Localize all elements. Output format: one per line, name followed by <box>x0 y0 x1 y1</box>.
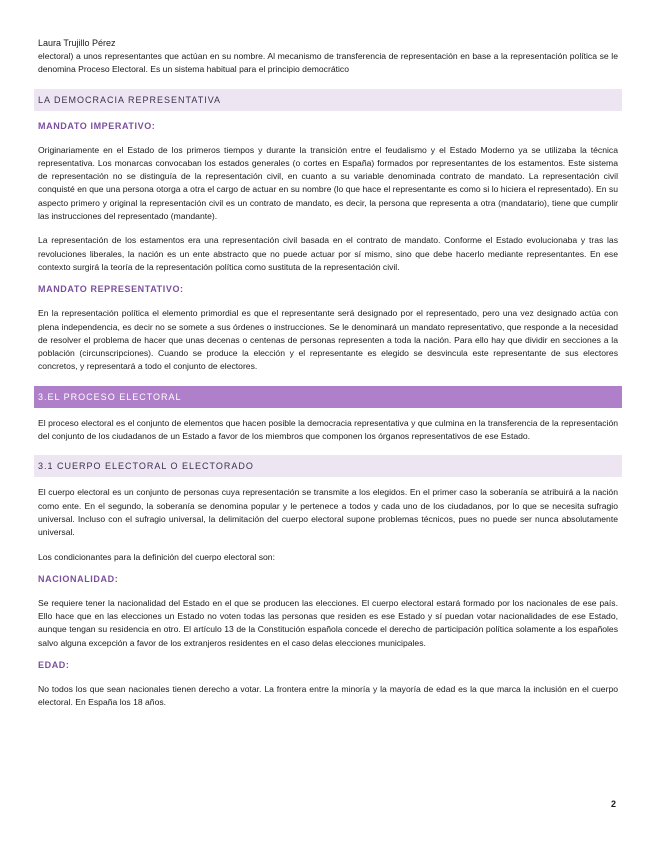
paragraph: En la representación política el elemento primordial es que el representante será designado por el representado, pero una vez designado actúa con plena independencia, es decir no se somete a sus órdenes o instrucciones. Se le denominará un mandato representativo, que responde a la necesidad de resolver el problema de hacer que unas decenas o centenas de personas representen a toda la nación. Para ello hay que dividir en secciones a la población (circunscripciones). Cuando se produce la elección y el representante es elegido se desvincula este representante de sus electores concretos, y representará a todo el conjunto de electores. <box>38 308 618 372</box>
subheading-mandato-imperativo: MANDATO IMPERATIVO: <box>38 120 156 131</box>
paragraph: Se requiere tener la nacionalidad del Estado en el que se producen las elecciones. El cuerpo electoral estará formado por los nacionales de ese país. Ello hace que en las elecciones un Estado no voten todas las personas que residen es ese Estado y sí puedan votar nacionalidades de ese Estado, aunque tengan su residencia en otro. El artículo 13 de la Constitución española concede el derecho de participación política solamente a los españoles salvo alguna excepción a favor de los extranjeros residentes en el caso delas elecciones municipales. <box>38 597 618 648</box>
subheading-nacionalidad: NACIONALIDAD: <box>38 573 119 584</box>
paragraph: No todos los que sean nacionales tienen derecho a votar. La frontera entre la minoría y la mayoría de edad es la que marca la inclusión en el cuerpo electoral. En España los 18 años. <box>38 684 618 708</box>
document-page <box>38 37 618 710</box>
intro-paragraph: electoral) a unos representantes que actúan en su nombre. Al mecanismo de transferencia de representación en base a la representación política se le denomina Proceso Electoral. Es un sistema habitual para el principio democrático <box>38 51 618 75</box>
section-heading-democracia: LA DEMOCRACIA REPRESENTATIVA <box>34 89 622 111</box>
subheading-mandato-representativo: MANDATO REPRESENTATIVO: <box>38 284 184 295</box>
paragraph: La representación de los estamentos era una representación civil basada en el contrato de mandato. Conforme el Estado evolucionaba y tras las revoluciones liberales, la nación es un ente abstracto que no puede actuar por sí mismo, sino que debe hacerlo mediante representantes. En ese contexto surgirá la teoría de la representación política como sustituta de la representación civil. <box>38 235 618 272</box>
section-heading-proceso-electoral: 3.EL PROCESO ELECTORAL <box>34 386 622 408</box>
subheading-edad: EDAD: <box>38 660 70 671</box>
paragraph: Originariamente en el Estado de los primeros tiempos y durante la transición entre el feudalismo y el Estado Moderno ya se utilizaba la técnica representativa. Los monarcas convocaban los estados generales (o cortes en España) formados por representantes de los estamentos. Este sistema de representación no se distinguía de la representación civil, en cuanto a su variable denominada contrato de mandato. La representación civil conquisté en que una persona otorga a otra el cargo de actuar en su nombre (lo que hace el representante es como si lo hiciera el representado). En su aspecto primero y original la representación civil es un contrato de mandato, es decir, la persona que representa a otra (mandatario), tiene que cumplir las instrucciones del representado (mandante). <box>38 144 618 222</box>
page-number: 2 <box>611 799 617 809</box>
author-header: Laura Trujillo Pérez <box>38 38 116 48</box>
paragraph: El cuerpo electoral es un conjunto de personas cuya representación se transmite a los elegidos. En el primer caso la soberanía se atribuirá a la nación como ente. En el segundo, la soberanía se denomina popular y le pertenece a todos y cada uno de los ciudadanos, por lo que se necesita sufragio universal. Incluso con el sufragio universal, la delimitación del cuerpo electoral supone problemas técnicos, pues no puede ser nunca absolutamente universal. <box>38 487 618 538</box>
paragraph: El proceso electoral es el conjunto de elementos que hacen posible la democracia representativa y que culmina en la transferencia de la representación del conjunto de los ciudadanos de un Estado a favor de los miembros que componen los órganos representativos de ese Estado. <box>38 417 618 442</box>
section-heading-cuerpo-electoral: 3.1 CUERPO ELECTORAL O ELECTORADO <box>34 455 622 477</box>
paragraph: Los condicionantes para la definición del cuerpo electoral son: <box>38 551 275 562</box>
